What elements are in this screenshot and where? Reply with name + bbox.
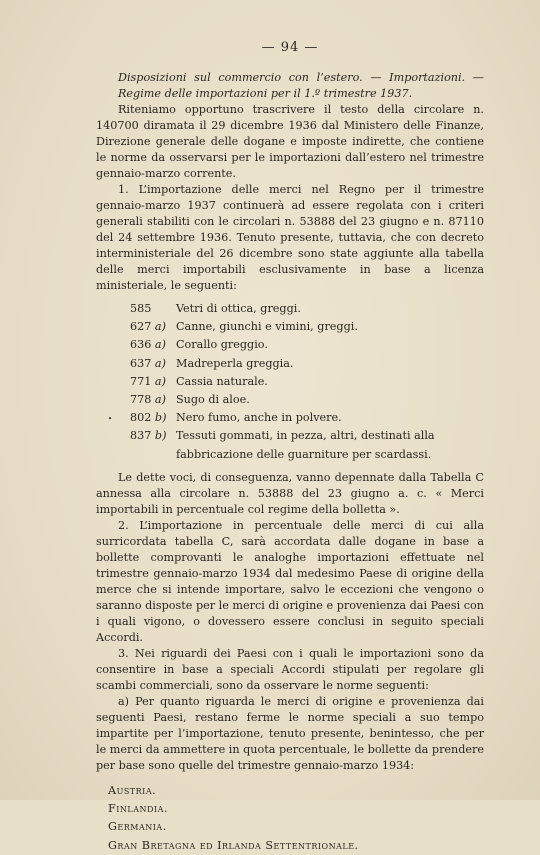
list-item: [130, 355, 484, 373]
dot-mark: •: [108, 415, 113, 424]
list-item: [130, 318, 484, 336]
country-item: Gran Bretagna ed Irlanda Settentrionale.: [108, 838, 359, 852]
item-code: 585: [130, 302, 152, 315]
item-suffix: a): [154, 356, 166, 370]
country-item: Germania.: [108, 820, 167, 834]
item-code: 627: [130, 320, 152, 334]
country-item: Austria.: [108, 783, 157, 797]
item-description: Canne, giunchi e vimini, greggi.: [176, 320, 358, 334]
country-item: Finlandia.: [108, 802, 168, 816]
paragraph: a) Per quanto riguarda le merci di origine e provenienza dai seguenti Paesi, restano ferme le norme speciali a suo tempo impartite per l’importazione, tenuto presente, benintesso, che per le merci da ammettere in quota percentuale, le bollette da prendere per base sono quelle del trimestre gennaio-marzo 1934:: [96, 694, 484, 772]
item-description: Vetri di ottica, greggi.: [176, 302, 301, 315]
section-title: Disposizioni sul commercio con l’estero. — Importazioni. — Regime delle importazioni per il 1.º trimestre 1937.: [118, 71, 484, 100]
page-number: — 94 —: [261, 40, 319, 55]
item-description: Tessuti gommati, in pezza, altri, destinati alla fabbricazione delle guarniture per scardassi.: [176, 429, 435, 461]
page-content: [96, 40, 484, 855]
item-description: Nero fumo, anche in polvere.: [176, 411, 342, 425]
item-suffix: b): [154, 429, 167, 443]
item-description: Corallo greggio.: [176, 338, 268, 352]
item-code: 637: [130, 356, 152, 370]
paragraph: 2. L’importazione in percentuale delle merci di cui alla surricordata tabella C, sarà accordata dalle dogane in base a bollette comprovanti le analoghe importazioni effettuate nel trimestre gennaio-marzo 1934 dal medesimo Paese di origine della merce che si intende importare, salvo le eccezioni che vengono o saranno disposte per le merci di origine e provenienza dai Paesi con i quali vigono, o dovessero essere conclusi in seguito speciali Accordi.: [96, 518, 484, 644]
list-item: [130, 391, 484, 409]
paragraph: Riteniamo opportuno trascrivere il testo della circolare n. 140700 diramata il 29 dicembre 1936 dal Ministero delle Finanze, Direzione generale delle dogane e imposte indirette, che contiene le norme da osservarsi per le importazioni dall’estero nel trimestre gennaio-marzo corrente.: [96, 103, 484, 180]
list-item: [130, 427, 484, 463]
item-code: 837: [130, 429, 152, 443]
item-code: 771: [130, 374, 152, 388]
item-suffix: b): [154, 411, 167, 425]
list-item: [108, 409, 484, 427]
item-suffix: a): [154, 393, 166, 407]
item-code: 636: [130, 338, 152, 352]
item-suffix: a): [154, 338, 166, 352]
paragraph: 1. L’importazione delle merci nel Regno per il trimestre gennaio-marzo 1937 continuerà ad essere regolata con i criteri generali stabiliti con le circolari n. 53888 del 23 giugno e n. 87110 del 24 settembre 1936. Tenuto presente, tuttavia, che con decreto interministeriale del 26 dicembre sono state aggiunte alla tabella delle merci importabili esclusivamente in base a licenza ministeriale, le seguenti:: [96, 183, 484, 292]
list-item: [130, 300, 484, 318]
item-description: Sugo di aloe.: [176, 393, 250, 407]
item-code: 802: [130, 411, 152, 425]
item-code: 778: [130, 393, 152, 407]
paragraph: Le dette voci, di conseguenza, vanno depennate dalla Tabella C annessa alla circolare n. 53888 del 23 giugno a. c. « Merci importabili in percentuale col regime della bolletta ».: [96, 470, 484, 516]
merchandise-list: [108, 300, 484, 464]
item-description: Cassia naturale.: [176, 374, 268, 388]
item-description: Madreperla greggia.: [176, 356, 294, 370]
list-item: [130, 336, 484, 354]
item-suffix: a): [154, 320, 166, 334]
item-suffix: a): [154, 374, 166, 388]
list-item: [130, 373, 484, 391]
paragraph: 3. Nei riguardi dei Paesi con i quali le importazioni sono da consentire in base a speciali Accordi stipulati per regolare gli scambi commerciali, sono da osservare le norme seguenti:: [96, 646, 484, 692]
country-list: [108, 782, 484, 855]
